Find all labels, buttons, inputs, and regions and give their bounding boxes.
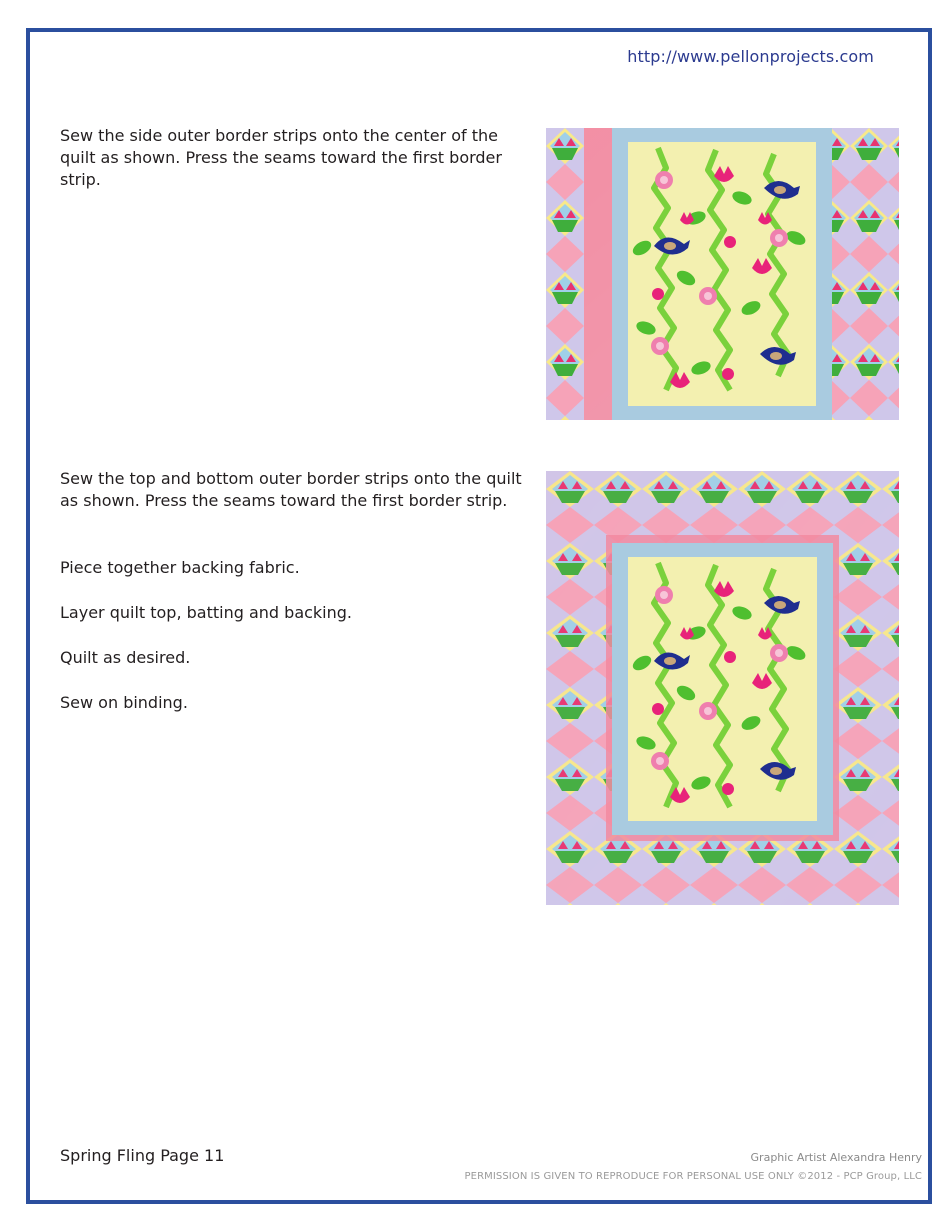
graphic-artist-credit: Graphic Artist Alexandra Henry <box>750 1151 922 1164</box>
step-binding: Sew on binding. <box>60 693 188 712</box>
quilt-photo-all-borders <box>546 471 899 905</box>
top-bottom-border-instruction: Sew the top and bottom outer border strips onto the quilt as shown. Press the seams toward the first border strip. <box>60 469 522 510</box>
quilt-all-borders-image <box>546 471 899 905</box>
side-border-instruction: Sew the side outer border strips onto the center of the quilt as shown. Press the seams toward the first border strip. <box>60 126 502 189</box>
step-backing: Piece together backing fabric. <box>60 558 300 577</box>
step-layer: Layer quilt top, batting and backing. <box>60 603 353 622</box>
quilt-photo-side-borders <box>546 128 899 420</box>
step-quilt: Quilt as desired. <box>60 648 191 667</box>
permission-notice: PERMISSION IS GIVEN TO REPRODUCE FOR PERSONAL USE ONLY ©2012 - PCP Group, LLC <box>464 1171 922 1182</box>
quilt-side-borders-image <box>546 128 899 420</box>
website-link[interactable]: http://www.pellonprojects.com <box>627 47 874 66</box>
page-label: Spring Fling Page 11 <box>60 1146 225 1165</box>
